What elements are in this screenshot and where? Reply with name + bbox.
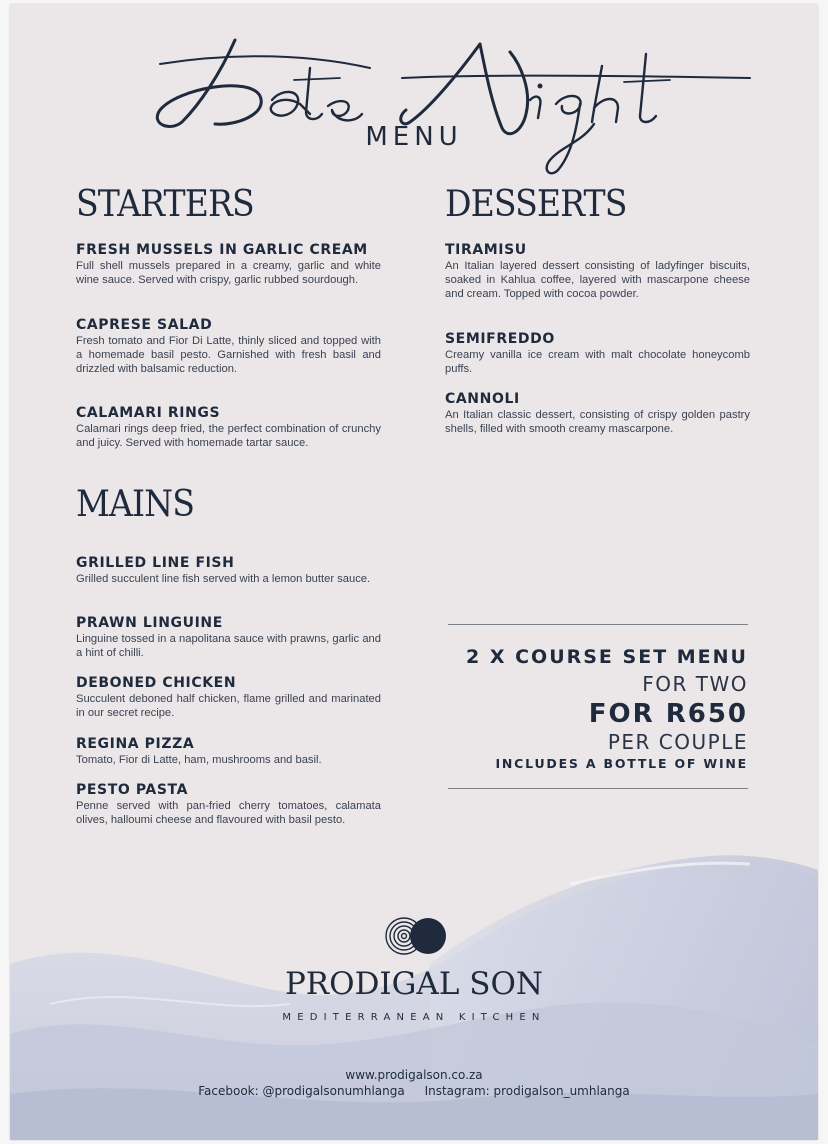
offer-line-per-couple: PER COUPLE — [607, 730, 748, 754]
main-item-description: Succulent deboned half chicken, flame grilled and marinated in our secret recipe. — [76, 693, 381, 719]
offer-line-wine: INCLUDES A BOTTLE OF WINE — [495, 756, 748, 771]
desserts-heading: DESSERTS — [445, 184, 627, 225]
menu-card — [10, 4, 818, 1140]
dessert-item-description: An Italian layered dessert consisting of ladyfinger biscuits, soaked in Kahlua coffee, layered with mascarpone cheese and cream. Topped with cocoa powder. — [445, 260, 750, 300]
main-item-description: Penne served with pan-fried cherry tomatoes, calamata olives, halloumi cheese and flavoured with basil pesto. — [76, 800, 381, 826]
date-night-script-title — [10, 4, 818, 184]
starter-item-description: Calamari rings deep fried, the perfect combination of crunchy and juicy. Served with homemade tartar sauce. — [76, 423, 381, 449]
main-item — [76, 782, 381, 827]
main-item-name: PRAWN LINGUINE — [76, 615, 223, 631]
brand-tagline: MEDITERRANEAN KITCHEN — [282, 1012, 546, 1023]
dessert-item-description: Creamy vanilla ice cream with malt chocolate honeycomb puffs. — [445, 349, 750, 375]
main-item-description: Grilled succulent line fish served with a lemon butter sauce. — [76, 573, 371, 585]
menu-subtitle: MENU — [365, 122, 463, 152]
instagram-link[interactable]: Instagram: prodigalson_umhlanga — [424, 1084, 630, 1098]
offer-line-for-two: FOR TWO — [642, 672, 748, 696]
starter-item — [76, 317, 381, 376]
offer-line-price: FOR R650 — [588, 699, 748, 729]
offer-divider-bottom — [448, 788, 748, 789]
starter-item-description: Full shell mussels prepared in a creamy, garlic and white wine sauce. Served with crispy, garlic rubbed sourdough. — [76, 260, 381, 286]
starter-item-name: FRESH MUSSELS IN GARLIC CREAM — [76, 242, 368, 258]
starter-item — [76, 405, 381, 450]
dessert-item-name: CANNOLI — [445, 391, 520, 407]
dessert-item — [445, 331, 750, 376]
main-item — [76, 736, 381, 767]
starters-heading: STARTERS — [76, 184, 254, 225]
main-item-name: DEBONED CHICKEN — [76, 675, 237, 691]
offer-line-course: 2 X COURSE SET MENU — [466, 646, 748, 668]
social-links — [10, 1084, 818, 1098]
main-item-name: PESTO PASTA — [76, 782, 189, 798]
dessert-item-name: SEMIFREDDO — [445, 331, 555, 347]
dessert-item — [445, 391, 750, 436]
concentric-circles-logo-icon — [380, 914, 450, 958]
main-item-description: Linguine tossed in a napolitana sauce with prawns, garlic and a hint of chilli. — [76, 633, 381, 659]
dessert-item — [445, 242, 750, 301]
main-item-name: GRILLED LINE FISH — [76, 555, 235, 571]
brand-name: PRODIGAL SON — [284, 966, 544, 1002]
dessert-item-name: TIRAMISU — [445, 242, 527, 258]
dessert-item-description: An Italian classic dessert, consisting of crispy golden pastry shells, filled with smooth creamy mascarpone. — [445, 409, 750, 435]
starter-item-description: Fresh tomato and Fior Di Latte, thinly sliced and topped with a homemade basil pesto. Garnished with fresh basil and drizzled with balsamic reduction. — [76, 335, 381, 375]
offer-divider-top — [448, 624, 748, 625]
main-item-description: Tomato, Fior di Latte, ham, mushrooms and basil. — [76, 754, 322, 766]
starter-item-name: CALAMARI RINGS — [76, 405, 221, 421]
main-item — [76, 675, 381, 720]
facebook-link[interactable]: Facebook: @prodigalsonumhlanga — [198, 1084, 405, 1098]
website-link[interactable]: www.prodigalson.co.za — [345, 1068, 483, 1082]
main-item — [76, 555, 381, 586]
main-item — [76, 615, 381, 660]
starter-item-name: CAPRESE SALAD — [76, 317, 213, 333]
mains-heading: MAINS — [76, 484, 194, 525]
main-item-name: REGINA PIZZA — [76, 736, 195, 752]
starter-item — [76, 242, 381, 287]
